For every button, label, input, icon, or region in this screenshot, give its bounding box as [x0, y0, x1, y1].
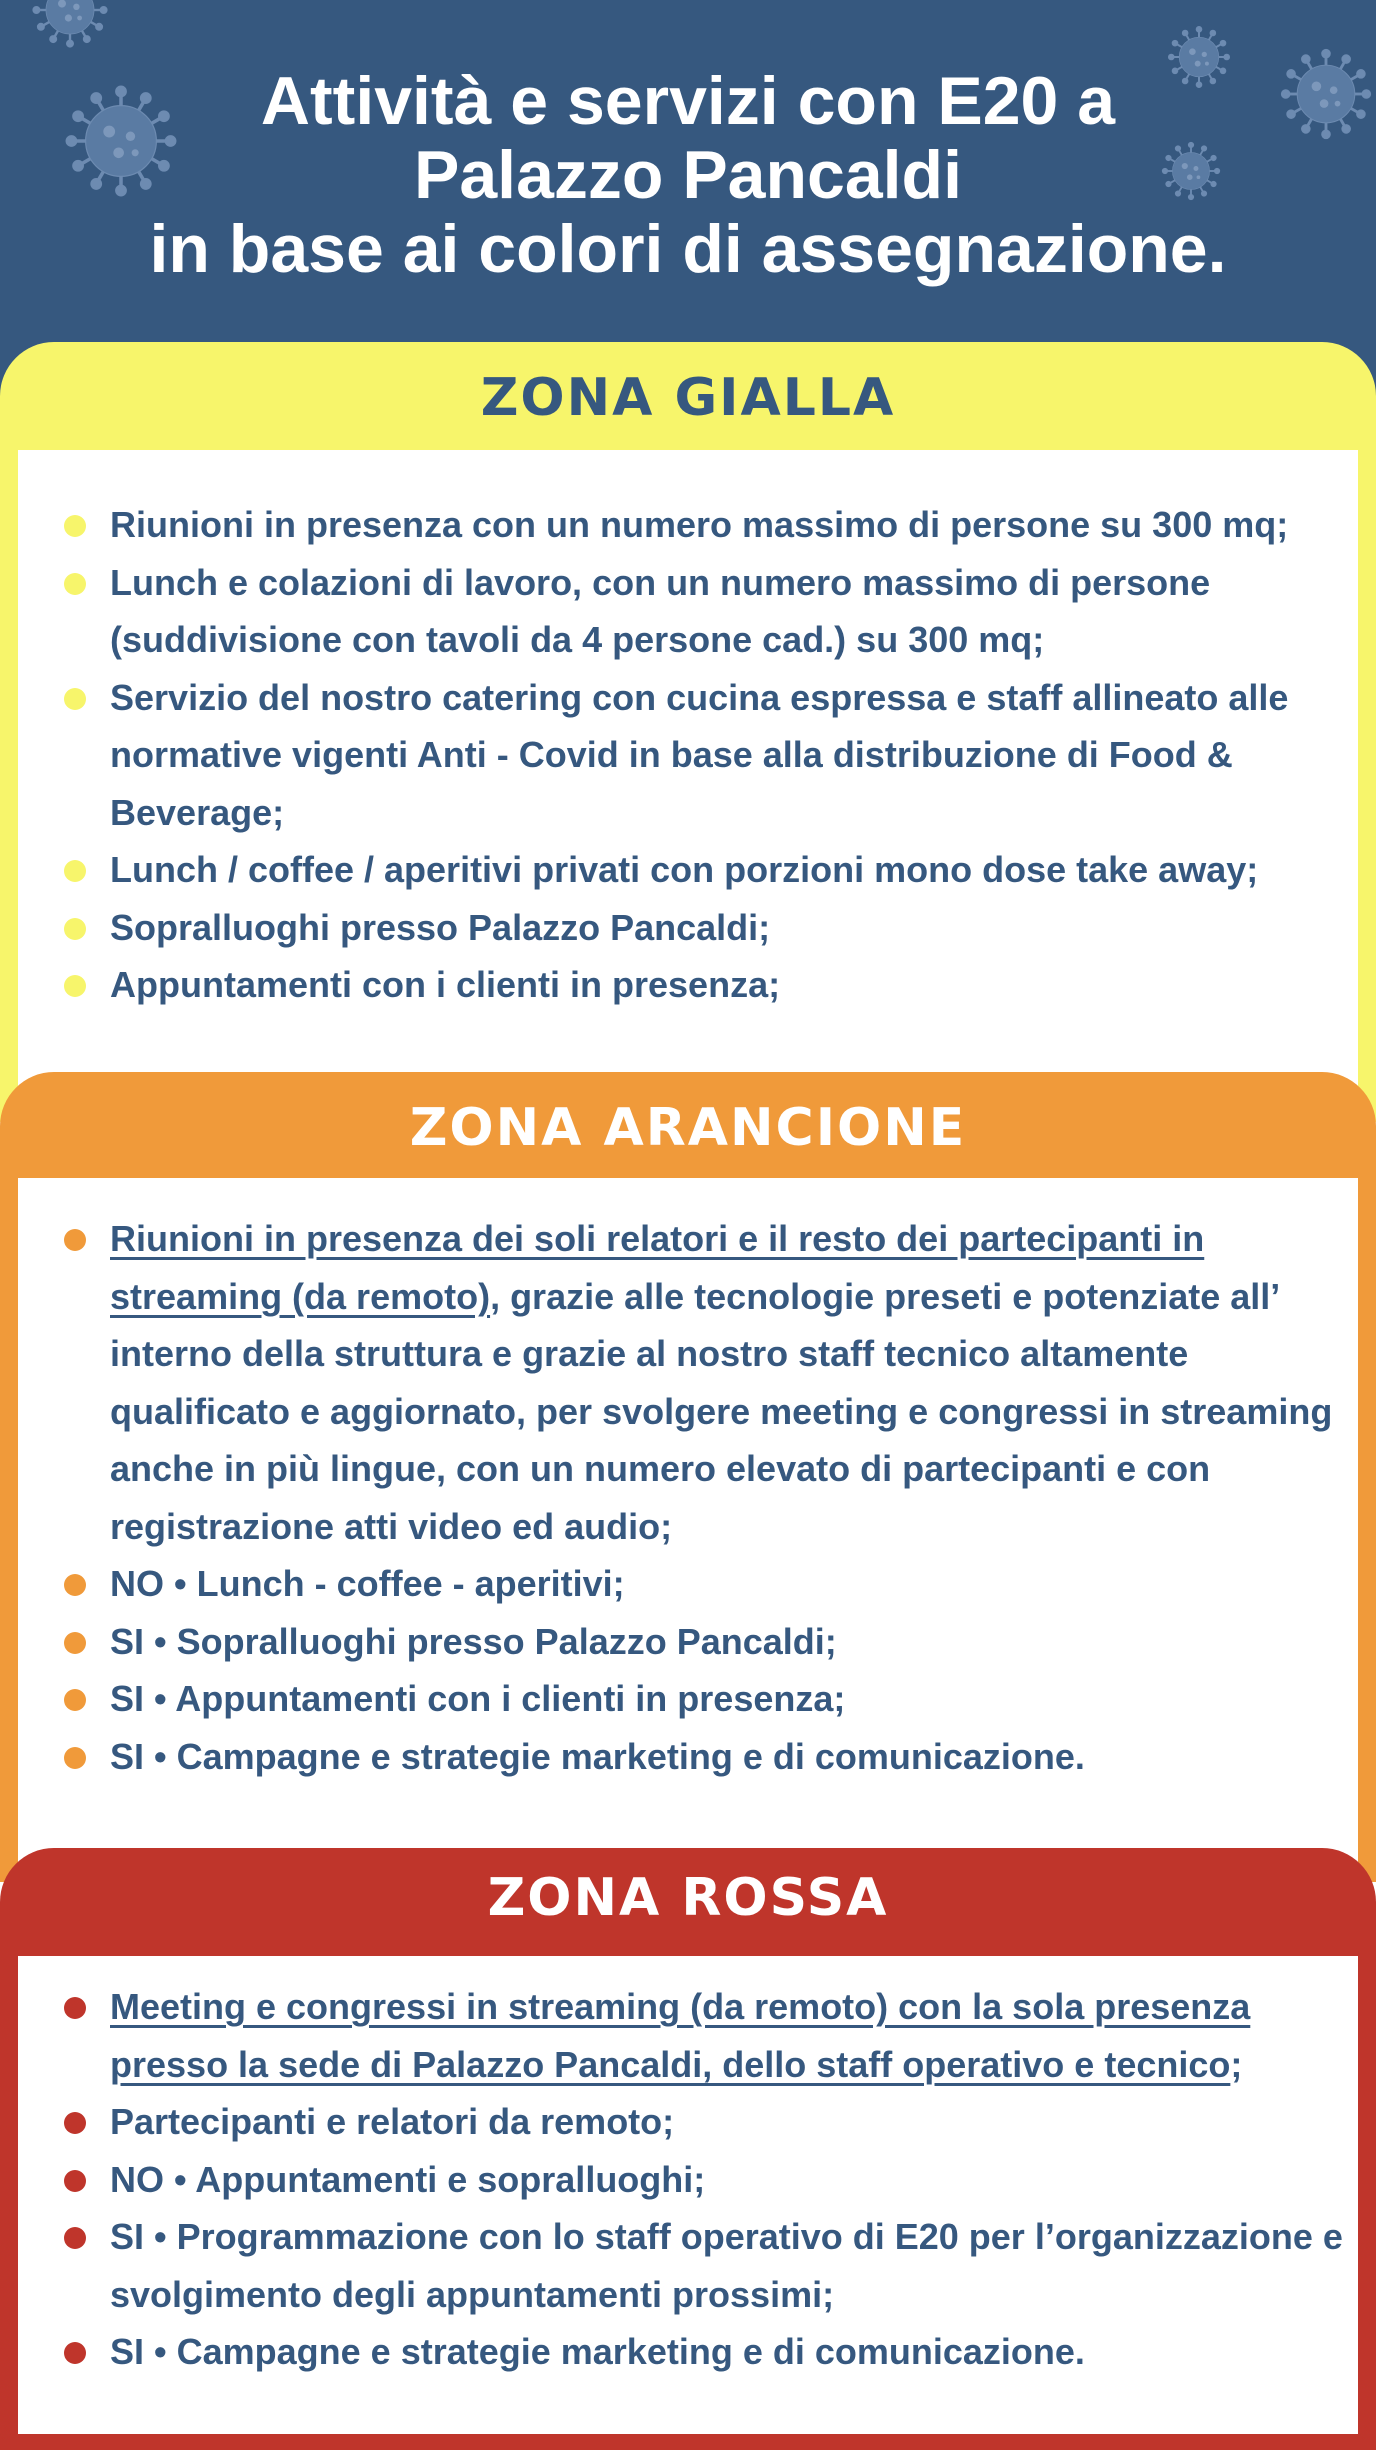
bullet-dot-icon [64, 918, 86, 940]
list-item [18, 841, 1358, 899]
zone-title: ZONA ARANCIONE [409, 1098, 967, 1158]
item-text-underlined: Meeting e congressi in streaming (da remoto) con la sola presenza presso la sede di Palazzo Pancaldi, dello staff operativo e tecnico [110, 1986, 1251, 2085]
item-text: NO • Appuntamenti e sopralluoghi; [110, 2158, 706, 2200]
list-item [18, 899, 1358, 957]
zone-gialla-section [0, 342, 1376, 1122]
bullet-dot-icon [64, 515, 86, 537]
bullet-dot-icon [64, 2170, 86, 2192]
item-text: Sopralluoghi presso Palazzo Pancaldi; [110, 906, 771, 948]
item-text: Servizio del nostro catering con cucina espressa e staff allineato alle normative vigenti Anti - Covid in base alla distribuzione di Food & Beverage; [110, 676, 1289, 833]
list-item [18, 1613, 1358, 1671]
item-text: ; [1230, 2043, 1243, 2085]
item-text: SI • Campagne e strategie marketing e di comunicazione. [110, 2331, 1085, 2372]
list-item [18, 554, 1358, 669]
item-text: Lunch / coffee / aperitivi privati con porzioni mono dose take away; [110, 849, 1259, 890]
zone-arancione-section [0, 1072, 1376, 1882]
item-text: NO • Lunch - coffee - aperitivi; [110, 1563, 625, 1604]
list-item [18, 2151, 1358, 2209]
list-item [18, 2323, 1358, 2381]
zone-panel [18, 450, 1358, 1130]
bullet-dot-icon [64, 1997, 86, 2019]
zone-panel [18, 1956, 1358, 2434]
item-text: Lunch e colazioni di lavoro, con un numero massimo di persone (suddivisione con tavoli da 4 persone cad.) su 300 mq; [110, 561, 1211, 660]
title-line: Palazzo Pancaldi [414, 137, 962, 213]
zone-item-list [18, 496, 1358, 1014]
header-banner [0, 0, 1376, 400]
item-text: Partecipanti e relatori da remoto; [110, 2101, 675, 2142]
bullet-dot-icon [64, 2342, 86, 2364]
list-item [18, 1978, 1358, 2093]
list-item [18, 1210, 1358, 1555]
bullet-dot-icon [64, 1229, 86, 1251]
title-line: Attività e servizi con E20 a [260, 63, 1116, 139]
item-text: SI • Sopralluoghi presso Palazzo Pancaldi; [110, 1620, 837, 1662]
bullet-dot-icon [64, 1632, 86, 1654]
bullet-dot-icon [64, 1747, 86, 1769]
list-item [18, 669, 1358, 842]
list-item [18, 1670, 1358, 1728]
zone-rossa-section [0, 1848, 1376, 2450]
bullet-dot-icon [64, 2227, 86, 2249]
item-text-underlined: Riunioni in presenza dei soli relatori e il resto dei partecipanti in streaming (da remoto) [110, 1218, 1205, 1317]
zone-title: ZONA GIALLA [480, 368, 896, 428]
zone-item-list [18, 1978, 1358, 2381]
zone-item-list [18, 1210, 1358, 1785]
bullet-dot-icon [64, 688, 86, 710]
list-item [18, 2093, 1358, 2151]
bullet-dot-icon [64, 860, 86, 882]
page-title [0, 64, 1376, 286]
item-text: Appuntamenti con i clienti in presenza; [110, 964, 781, 1005]
bullet-dot-icon [64, 975, 86, 997]
item-text: , grazie alle tecnologie preseti e potenziate all’ interno della struttura e grazie al nostro staff tecnico altamente qualificato e aggiornato, per svolgere meeting e congressi in streaming anche in più lingue, con un numero elevato di partecipanti e con registrazione atti video ed audio; [110, 1275, 1333, 1547]
item-text: Riunioni in presenza con un numero massimo di persone su 300 mq; [110, 504, 1289, 545]
list-item [18, 1555, 1358, 1613]
title-line: in base ai colori di assegnazione. [149, 211, 1227, 287]
virus-icon [30, 0, 110, 50]
item-text: SI • Programmazione con lo staff operativo di E20 per l’organizzazione e svolgimento degli appuntamenti prossimi; [110, 2216, 1343, 2315]
bullet-dot-icon [64, 2112, 86, 2134]
item-text: SI • Appuntamenti con i clienti in presenza; [110, 1678, 846, 1719]
bullet-dot-icon [64, 1689, 86, 1711]
zone-panel [18, 1178, 1358, 1888]
zone-title: ZONA ROSSA [487, 1868, 889, 1928]
list-item [18, 1728, 1358, 1786]
list-item [18, 2208, 1358, 2323]
list-item [18, 496, 1358, 554]
bullet-dot-icon [64, 573, 86, 595]
list-item [18, 956, 1358, 1014]
bullet-dot-icon [64, 1574, 86, 1596]
item-text: SI • Campagne e strategie marketing e di comunicazione. [110, 1735, 1085, 1777]
